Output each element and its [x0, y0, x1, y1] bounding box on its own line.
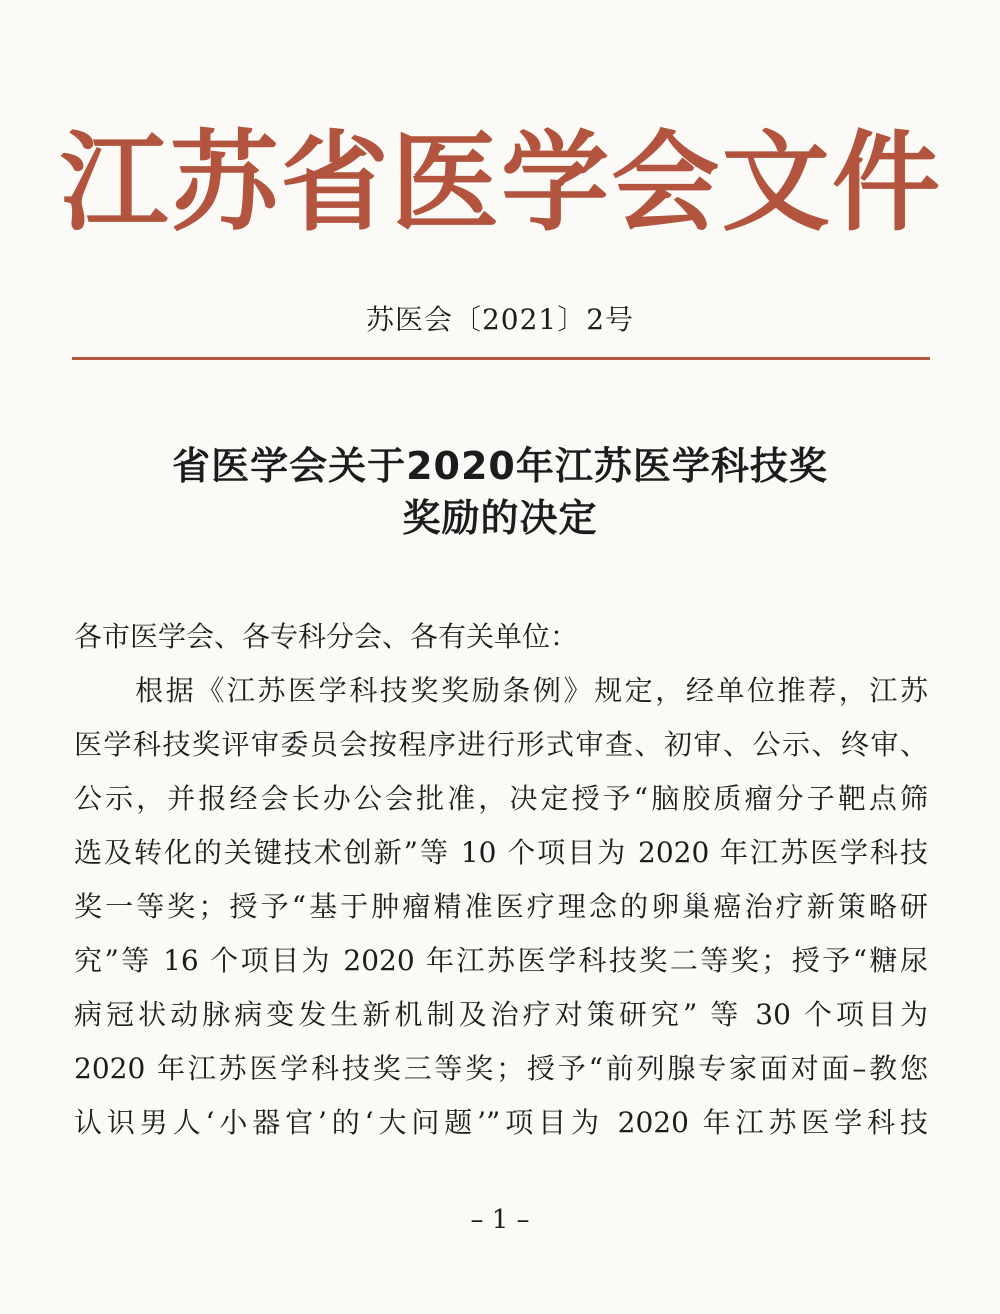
body-line: 认识男人‘小器官’的‘大问题’”项目为 2020 年江苏医学科技 — [74, 1106, 928, 1139]
masthead-char: 医 — [390, 120, 499, 246]
body-line: 病冠状动脉病变发生新机制及治疗对策研究” 等 30 个项目为 — [74, 998, 928, 1031]
document-body — [74, 610, 928, 1150]
page-number: – 1 – — [470, 1205, 530, 1235]
body-line: 公示，并报经会长办公会批准，决定授予“脑胶质瘤分子靶点筛 — [74, 782, 928, 815]
body-line: 选及转化的关键技术创新”等 10 个项目为 2020 年江苏医学科技 — [74, 836, 928, 869]
masthead-title — [60, 118, 940, 248]
body-line: 2020 年江苏医学科技奖三等奖；授予“前列腺专家面对面–教您 — [74, 1052, 928, 1085]
title-line-2: 奖励的决定 — [402, 496, 598, 540]
body-line: 根据《江苏医学科技奖奖励条例》规定，经单位推荐，江苏 — [74, 674, 928, 707]
body-line: 医学科技奖评审委员会按程序进行形式审查、初审、公示、终审、 — [74, 728, 928, 761]
document-number: 苏医会〔2021〕2号 — [365, 303, 635, 336]
salutation-line: 各市医学会、各专科分会、各有关单位： — [74, 620, 579, 653]
masthead-char: 苏 — [170, 120, 279, 246]
masthead-char: 文 — [721, 120, 830, 246]
title-line-1: 省医学会关于2020年江苏医学科技奖 — [172, 444, 828, 488]
masthead-char: 省 — [280, 120, 389, 246]
masthead-char: 件 — [831, 120, 940, 246]
masthead-char: 江 — [60, 120, 169, 246]
document-title — [0, 440, 1000, 544]
body-line: 奖一等奖；授予“基于肿瘤精准医疗理念的卵巢癌治疗新策略研 — [74, 890, 928, 923]
red-divider-rule — [72, 357, 930, 360]
masthead-char: 学 — [501, 120, 610, 246]
body-line: 究”等 16 个项目为 2020 年江苏医学科技奖二等奖；授予“糖尿 — [74, 944, 928, 977]
masthead-char: 会 — [611, 120, 720, 246]
